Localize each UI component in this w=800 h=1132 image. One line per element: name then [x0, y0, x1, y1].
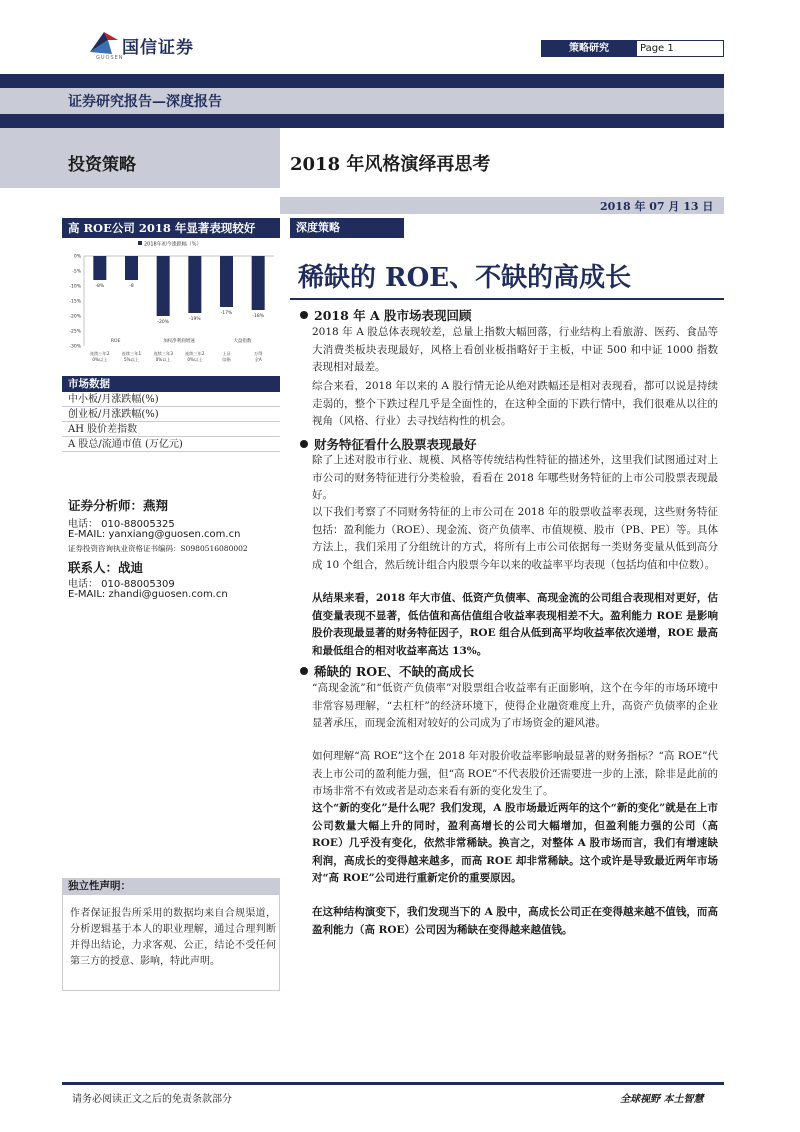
logo-subtitle: GUOSEN	[96, 55, 124, 61]
report-date: 2018 年 07 月 13 日	[600, 200, 714, 213]
footer-rule	[62, 1082, 724, 1085]
headline-rule	[290, 298, 724, 300]
section-title	[300, 662, 474, 680]
chart-header: 高 ROE公司 2018 年显著表现较好	[62, 218, 280, 238]
paragraph: 除了上述对股市行业、规模、风格等传统结构性特征的描述外，这里我们试图通过对上市公司的财务特征进行分类检验，看看在 2018 年哪些财务特征的上市公司股票表现最好。	[312, 454, 718, 502]
paragraph-bold: 在这种结构演变下，我们发现当下的 A 股中，高成长公司正在变得越来越不值钱，而高盈利能力（高 ROE）公司因为稀缺在变得越来越值钱。	[312, 906, 718, 936]
y-tick-label: -10%	[69, 284, 81, 290]
paragraph-bold: 从结果来看，2018 年大市值、低资产负债率、高现金流的公司组合表现相对更好，估值变量表现不显著，低估值和高估值组合收益率表现相差不大。盈利能力 ROE 是影响股价表现最显著的财务特征因子，ROE 组合从低到高平均收益率依次递增，ROE 最高和最低组合的相对收益率高达 13%。	[312, 592, 718, 657]
page-title: 2018 年风格演绎再思考	[290, 154, 491, 175]
market-data-header: 市场数据	[62, 376, 280, 392]
chart-title: 2018年初今涨跌幅（%）	[144, 241, 202, 248]
analyst-name: 证券分析师：燕翔	[68, 498, 169, 513]
logo-name: 国信证券	[122, 38, 194, 58]
roe-chart-svg	[62, 238, 280, 370]
category-label: 上证	[222, 351, 231, 356]
category-label: 连续三年2	[185, 351, 205, 356]
bar-data-label: -8	[129, 284, 134, 289]
contact-phone: 电话： 010-88005309	[68, 579, 175, 590]
bar	[188, 256, 201, 313]
contact-name: 联系人：战迪	[68, 560, 144, 575]
certificate-number: 证券投资咨询执业资格证书编码：S0980516080002	[68, 544, 248, 553]
section-title-text: 2018 年 A 股市场表现回顾	[314, 308, 472, 323]
bar-data-label: -20%	[157, 320, 169, 325]
bullet-icon	[300, 311, 308, 319]
bar-data-label: -19%	[189, 317, 201, 322]
category-label: 5%以上	[123, 357, 140, 362]
y-tick-label: 0%	[73, 254, 81, 260]
category-panel	[0, 128, 280, 188]
logo-mark-icon	[88, 30, 122, 56]
bar	[125, 256, 138, 280]
independence-text: 作者保证报告所采用的数据均来自合规渠道，分析逻辑基于本人的职业理解，通过合理判断并得出结论，力求客观、公正，结论不受任何第三方的授意、影响，特此声明。	[70, 908, 276, 967]
paragraph: 综合来看，2018 年以来的 A 股行情无论从绝对跌幅还是相对表现看，都可以说是持续走弱的，整个下跌过程几乎是全面性的，在这种全面的下跌行情中，我们很难从以往的视角（风格、行业）去寻找结构性的机会。	[312, 380, 718, 428]
category-label: 万得	[253, 351, 263, 356]
bar-data-label: -18%	[252, 314, 264, 319]
paragraph: 以下我们考察了不同财务特征的上市公司在 2018 年的股票收益率表现，这些财务特征包括：盈利能力（ROE）、现金流、资产负债率、市值规模、股市（PB、PE）等。具体方法上，我们采用了分组统计的方式，将所有上市公司依据每一类财务变量从低到高分成 10 个组合，然后统计组合内股票今年以来的收益率平均表现（包括均值和中位数）。	[312, 506, 718, 571]
category-label: 0%以上	[155, 357, 171, 362]
analyst-email[interactable]: E-MAIL: yanxiang@guosen.com.cn	[68, 529, 241, 540]
market-row: AH 股价差指数	[62, 422, 280, 437]
report-type: 证券研究报告—深度报告	[68, 94, 222, 110]
paragraph: “高现金流”和“低资产负债率”对股票组合收益率有正面影响，这个在今年的市场环境中非常容易理解，“去杠杆”的经济环境下，使得企业融资难度上升，高资产负债率的企业显著承压，而现金流相对较好的公司成为了市场资金的避风港。	[312, 682, 718, 730]
independence-header: 独立性声明：	[62, 878, 280, 895]
bar	[252, 256, 265, 310]
paragraph: 如何理解“高 ROE”这个在 2018 年对股价收益率影响最显著的财务指标？“高 ROE”代表上市公司的盈利能力强，但“高 ROE”不代表股价还需要进一步的上涨，除非是此前的市场非常不有效或者是动态来看有新的变化发生了。	[312, 750, 718, 798]
disclaimer-note: 请务必阅读正文之后的免责条款部分	[72, 1094, 232, 1105]
page-label: Page 1	[640, 43, 674, 54]
paragraph-bold: 这个“新的变化”是什么呢？我们发现，A 股市场最近两年的这个“新的变化”就是在上市公司数量大幅上升的同时，盈利高增长的公司大幅增加，但盈利能力强的公司（高 ROE）几乎没有变化，依然非常稀缺。换言之，对整体 A 股市场而言，我们有增速缺利润，高成长的变得越来越多，而高 ROE 却非常稀缺。这个或许是导致最近两年市场对“高 ROE”公司进行重新定价的重要原因。	[312, 802, 718, 885]
y-tick-label: -20%	[69, 314, 81, 320]
roe-chart	[62, 238, 280, 370]
section-title	[300, 306, 472, 324]
group-label: ROE	[110, 339, 121, 344]
category-label: 连续三年1	[121, 351, 142, 356]
market-row: 中小板/月涨跌幅(%)	[62, 392, 280, 407]
section-title	[300, 435, 477, 453]
footer-slogan: 全球视野 本土智慧	[620, 1094, 704, 1105]
y-tick-label: -15%	[69, 299, 81, 305]
report-tag: 策略研究	[541, 40, 637, 57]
market-row: 创业板/月涨跌幅(%)	[62, 407, 280, 422]
section-title-text: 财务特征看什么股票表现最好	[314, 437, 477, 452]
bar-data-label: -8%	[95, 284, 105, 289]
bar	[157, 256, 170, 316]
bar	[220, 256, 233, 307]
group-label: 大盘指数	[233, 339, 252, 344]
category-label: 连续三年3	[153, 351, 173, 356]
category-label: 综指	[222, 357, 231, 362]
paragraph: 2018 年 A 股总体表现较差，总量上指数大幅回落，行业结构上看旅游、医药、食品等大消费类板块表现最好，风格上看创业板指略好于主板，中证 500 和中证 1000 指数表现相对最差。	[312, 326, 718, 374]
section-tag: 深度策略	[290, 218, 404, 238]
category-label: 0%以上	[187, 357, 203, 362]
bar-data-label: -17%	[220, 311, 233, 316]
category-label: 连续三年2	[90, 351, 110, 356]
market-row: A 股总/流通市值 (万亿元)	[62, 437, 280, 452]
group-label: 加权净利润增速	[163, 339, 195, 344]
header-band-bottom	[0, 114, 724, 128]
y-tick-label: -25%	[69, 329, 81, 335]
y-tick-label: -5%	[72, 269, 81, 275]
report-category: 投资策略	[68, 155, 136, 175]
header-band-top	[0, 74, 724, 88]
category-label: 全A	[254, 357, 262, 362]
bullet-icon	[300, 667, 308, 675]
bar	[93, 256, 106, 280]
section-title-text: 稀缺的 ROE、不缺的高成长	[314, 664, 475, 679]
analyst-phone: 电话： 010-88005325	[68, 519, 175, 530]
category-label: 0%以上	[92, 357, 108, 362]
legend-swatch	[138, 241, 142, 245]
y-tick-label: -30%	[69, 344, 81, 350]
contact-email[interactable]: E-MAIL: zhandi@guosen.com.cn	[68, 589, 228, 600]
bullet-icon	[300, 440, 308, 448]
headline: 稀缺的 ROE、不缺的高成长	[298, 263, 632, 293]
